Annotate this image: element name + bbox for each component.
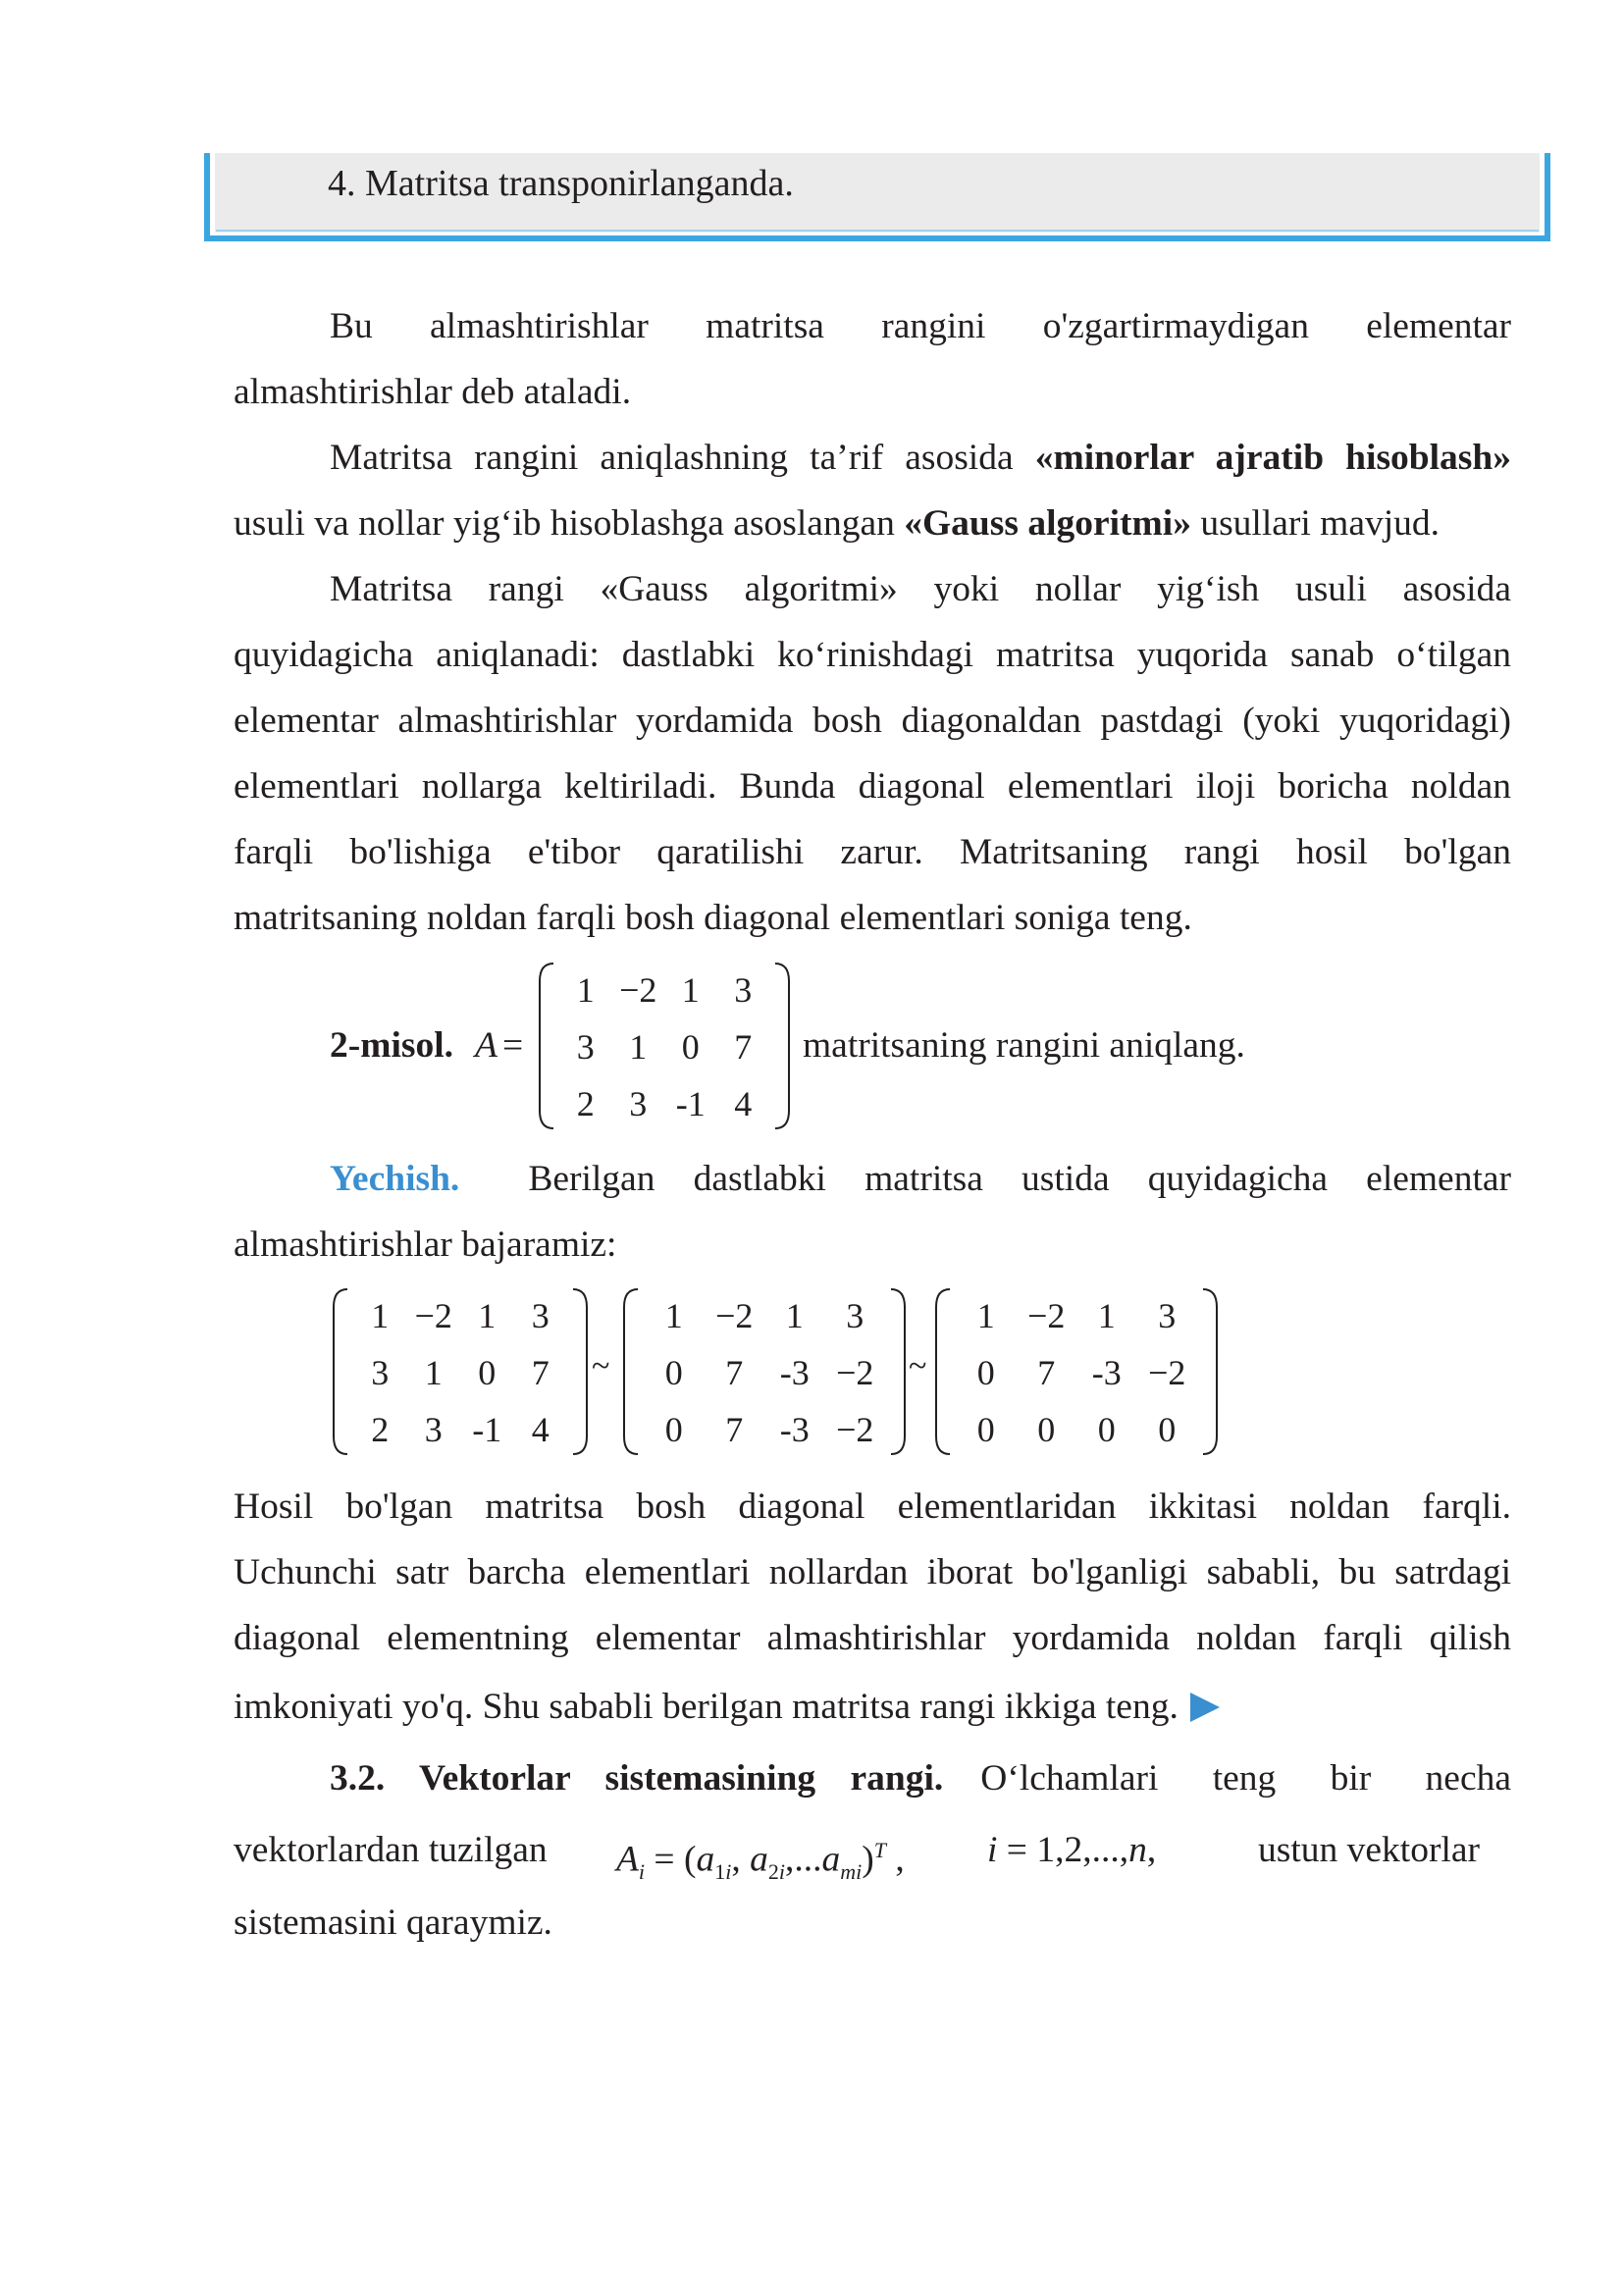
word: matritsa [706, 306, 824, 346]
p2-line-1 [234, 425, 1511, 491]
matrix-cell: 3 [734, 970, 753, 1010]
paragraph-3 [234, 556, 1511, 951]
p4-line-3: diagonal elementning elementar almashtirishlar yordamida noldan farqli qilish [234, 1618, 1511, 1658]
step-matrix-2 [622, 1285, 907, 1458]
method-name-gauss: «Gauss algoritmi» [904, 503, 1191, 544]
matrix-cell: 1 [576, 970, 595, 1010]
step-matrix-1 [332, 1285, 589, 1458]
matrix-cell: 1 [424, 1353, 443, 1392]
matrix-cell: 2 [576, 1084, 595, 1123]
matrix-cell: 7 [1037, 1353, 1056, 1392]
matrix-cell: 3 [1158, 1296, 1177, 1335]
matrix-cell: −2 [715, 1296, 754, 1335]
triangle-right-icon [1190, 1693, 1220, 1722]
matrix-cell: −2 [1027, 1296, 1066, 1335]
p3-line-3: elementar almashtirishlar yordamida bosh diagonaldan pastdagi (yoki yuqoridagi) [234, 701, 1511, 741]
example-task: matritsaning rangini aniqlang. [803, 1025, 1245, 1066]
matrix-cell: −2 [836, 1353, 874, 1392]
matrix-cell: 4 [734, 1084, 753, 1123]
matrix-cell: 2 [371, 1410, 390, 1449]
matrix-cell: 3 [629, 1084, 648, 1123]
solution-paragraph [234, 1146, 1511, 1278]
matrix-cell: 7 [531, 1353, 550, 1392]
example-number: 2-misol. [330, 1025, 454, 1066]
matrix-cell: −2 [836, 1410, 874, 1449]
p3-line-6: matritsaning noldan farqli bosh diagonal elementlari soniga teng. [234, 898, 1192, 938]
p3-line-5: farqli bo'lishiga e'tibor qaratilishi zarur. Matritsaning rangi hosil bo'lgan [234, 832, 1511, 872]
word: o'zgartirmaydigan [1042, 306, 1309, 346]
matrix-cell: 1 [681, 970, 700, 1010]
p3-line-2: quyidagicha aniqlanadi: dastlabki ko‘rinishdagi matritsa yuqorida sanab o‘tilgan [234, 635, 1511, 675]
p4-line-4 [234, 1671, 1511, 1744]
section-line-2-start: vektorlardan tuzilgan [234, 1830, 548, 1870]
section-title: 3.2. Vektorlar sistemasining rangi. [330, 1758, 944, 1799]
matrix-cell: 1 [629, 1027, 648, 1067]
matrix-cell: 0 [478, 1353, 497, 1392]
p3-line-1: Matritsa rangi «Gauss algoritmi» yoki nollar yig‘ish usuli asosida [330, 569, 1511, 609]
p1-line-2: almashtirishlar deb ataladi. [234, 372, 632, 412]
p1-line-1 [234, 293, 1511, 359]
solution-label: Yechish. [330, 1159, 460, 1199]
vector-formula: $A_i = (a_{1i}$, $a_{2i},...a_{mi})^T$ , [616, 1838, 905, 1884]
word: almashtirishlar [430, 306, 649, 346]
matrix-cell: 4 [531, 1410, 550, 1449]
example-label [330, 1017, 453, 1075]
matrix-cell: 0 [1097, 1410, 1116, 1449]
paragraph-4 [234, 1474, 1511, 1744]
matrix-cell: -3 [1091, 1353, 1122, 1392]
matrix-cell: −2 [1148, 1353, 1186, 1392]
section-line-1 [234, 1746, 1511, 1811]
equivalence-tilde: ~ [592, 1348, 610, 1384]
matrix-cell: 7 [725, 1353, 744, 1392]
callout-text: 4. Matritsa transponirlanganda. [328, 163, 794, 204]
matrix-cell: 1 [785, 1296, 804, 1335]
matrix-cell: 1 [371, 1296, 390, 1335]
example-matrix [538, 960, 791, 1132]
p2-text: Matritsa rangini aniqlashning ta’rif asosida [330, 438, 1035, 478]
word: rangini [881, 306, 986, 346]
matrix-cell: 3 [371, 1353, 390, 1392]
matrix-cell: 3 [846, 1296, 864, 1335]
matrix-cell: -1 [675, 1084, 706, 1123]
matrix-cell: 1 [664, 1296, 683, 1335]
matrix-cell: 0 [681, 1027, 700, 1067]
matrix-cell: 3 [531, 1296, 550, 1335]
section-paragraph [234, 1746, 1511, 1811]
matrix-cell: 3 [424, 1410, 443, 1449]
matrix-cell: 0 [664, 1410, 683, 1449]
method-name-minors: «minorlar ajratib hisoblash» [1034, 438, 1511, 478]
word: elementar [1366, 306, 1511, 346]
section-line-3: sistemasini qaraymiz. [234, 1903, 552, 1943]
matrix-cell: 1 [976, 1296, 995, 1335]
p4-text: imkoniyati yo'q. Shu sababli berilgan matritsa rangi ikkiga teng. [234, 1687, 1179, 1727]
solution-line-1 [234, 1146, 1511, 1212]
matrix-variable: A [475, 1025, 498, 1066]
p3-line-4: elementlari nollarga keltiriladi. Bunda diagonal elementlari iloji boricha noldan [234, 766, 1511, 807]
matrix-cell: -1 [472, 1410, 502, 1449]
solution-text: Berilgan dastlabki matritsa ustida quyidagicha elementar [528, 1159, 1511, 1199]
matrix-cell: 1 [478, 1296, 497, 1335]
section-text: O‘lchamlari teng bir necha [980, 1758, 1511, 1799]
matrix-cell: 0 [1158, 1410, 1177, 1449]
paragraph-2 [234, 425, 1511, 556]
matrix-cell: -3 [779, 1410, 810, 1449]
matrix-cell: 1 [1097, 1296, 1116, 1335]
matrix-cell: -3 [779, 1353, 810, 1392]
matrix-cell: 7 [734, 1027, 753, 1067]
index-formula: i = 1,2,...,n, [987, 1830, 1157, 1870]
matrix-cell: 0 [664, 1353, 683, 1392]
p4-line-1: Hosil bo'lgan matritsa bosh diagonal elementlaridan ikkitasi noldan farqli. [234, 1487, 1511, 1527]
p4-line-2: Uchunchi satr barcha elementlari nollardan iborat bo'lganligi sababli, bu satrdagi [234, 1552, 1511, 1592]
matrix-cell: 7 [725, 1410, 744, 1449]
paragraph-1 [234, 293, 1511, 425]
matrix-cell: 0 [1037, 1410, 1056, 1449]
matrix-cell: −2 [619, 970, 657, 1010]
word: Bu [330, 306, 373, 346]
step-matrix-3 [934, 1285, 1219, 1458]
matrix-cell: 0 [976, 1353, 995, 1392]
section-line-2-end: ustun vektorlar [1258, 1830, 1480, 1870]
equals-sign: = [502, 1025, 524, 1066]
equivalence-tilde: ~ [909, 1348, 927, 1384]
matrix-cell: −2 [414, 1296, 452, 1335]
matrix-cell: 3 [576, 1027, 595, 1067]
callout-box [204, 153, 1550, 241]
p2-line-2 [234, 491, 1511, 556]
matrix-cell: 0 [976, 1410, 995, 1449]
section-line-3-wrap [234, 1890, 1511, 1956]
solution-line-2: almashtirishlar bajaramiz: [234, 1225, 617, 1265]
p2-text: usullari mavjud. [1190, 503, 1441, 544]
p2-text: usuli va nollar yig‘ib hisoblashga asoslangan [234, 503, 905, 544]
